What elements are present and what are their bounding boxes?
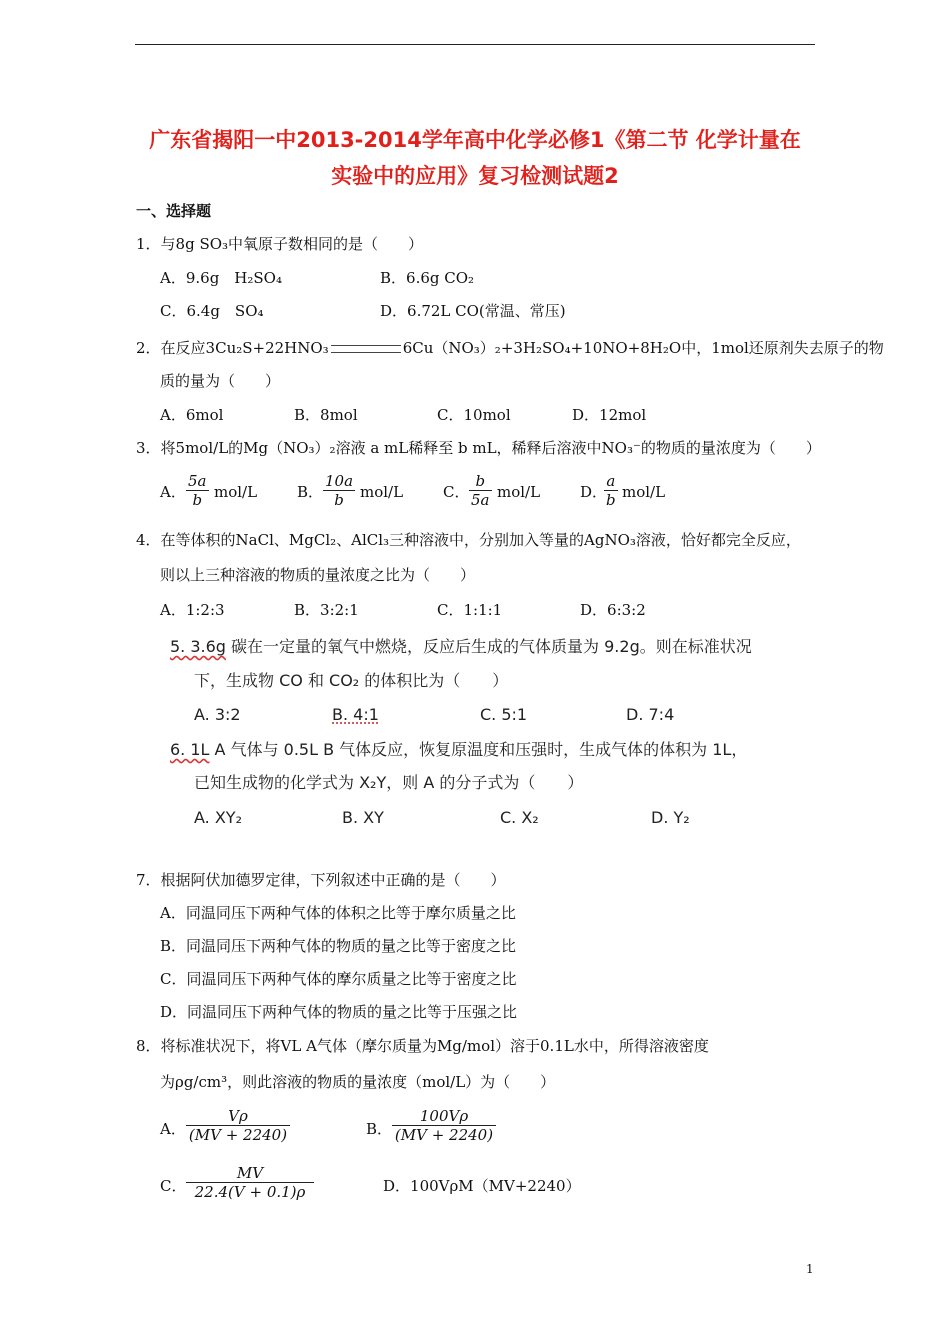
q3-option-c-unit: mol/L: [497, 483, 541, 501]
q4-option-d: D．6:3:2: [580, 601, 646, 619]
q8-option-d: D．100VρM（MV+2240）: [383, 1177, 581, 1195]
q3-option-c-fraction: [469, 472, 492, 509]
q2-stem-part-a: 2．在反应3Cu₂S+22HNO₃: [136, 339, 329, 357]
q6-option-a: A. XY₂: [194, 808, 242, 827]
denominator: (MV + 2240): [392, 1125, 496, 1144]
q7-option-c: C．同温同压下两种气体的摩尔质量之比等于密度之比: [160, 970, 517, 988]
q4-stem-line-2: 则以上三种溶液的物质的量浓度之比为（ ）: [160, 566, 476, 584]
q6-stem: [170, 740, 747, 760]
q8-option-c-fraction: [186, 1164, 314, 1201]
q1-option-b: B．6.6g CO₂: [380, 269, 475, 287]
numerator: b: [475, 472, 486, 490]
denominator: b: [323, 490, 355, 509]
q3-option-d-unit: mol/L: [622, 483, 666, 501]
q3-option-d-label: D．: [580, 483, 608, 501]
q1-option-c: C．6.4g SO₄: [160, 302, 264, 320]
q2-stem: [136, 338, 884, 358]
q1-option-d: D．6.72L CO(常温、常压): [380, 302, 566, 320]
q6-option-c: C. X₂: [500, 808, 539, 827]
q4-option-b: B．3:2:1: [294, 601, 359, 619]
q5-option-a: A. 3:2: [194, 705, 241, 724]
q3-option-c-label: C．: [443, 483, 470, 501]
q6-number: 6. 1L: [170, 740, 210, 759]
q3-option-b-fraction: [323, 472, 355, 509]
equilibrium-sign: [331, 345, 401, 353]
numerator: 5a: [188, 472, 207, 490]
q2-option-d: D．12mol: [572, 406, 647, 424]
q8-stem-line-2: 为ρg/cm³，则此溶液的物质的量浓度（mol/L）为（ ）: [160, 1073, 556, 1091]
q6-stem-line-2: 已知生成物的化学式为 X₂Y，则 A 的分子式为（ ）: [194, 773, 584, 792]
numerator: Vρ: [228, 1107, 248, 1125]
q3-option-a-unit: mol/L: [214, 483, 258, 501]
q6-option-d: D. Y₂: [651, 808, 690, 827]
q7-option-d: D．同温同压下两种气体的物质的量之比等于压强之比: [160, 1003, 518, 1021]
q2-option-c: C．10mol: [437, 406, 511, 424]
q5-option-d: D. 7:4: [626, 705, 675, 724]
q3-option-b-label: B．: [297, 483, 324, 501]
denominator: 22.4(V + 0.1)ρ: [186, 1182, 314, 1201]
q5-stem-text: 碳在一定量的氧气中燃烧，反应后生成的气体质量为 9.2g。则在标准状况: [225, 637, 752, 656]
denominator: b: [186, 490, 209, 509]
q3-option-a-label: A．: [160, 483, 186, 501]
q7-option-b: B．同温同压下两种气体的物质的量之比等于密度之比: [160, 937, 517, 955]
q8-option-c-label: C．: [160, 1177, 187, 1195]
denominator: 5a: [471, 491, 490, 509]
q2-stem-line-2: 质的量为（ ）: [160, 372, 281, 390]
page-number: 1: [806, 1262, 814, 1276]
numerator: a: [606, 472, 616, 490]
q5-stem-line-2: 下，生成物 CO 和 CO₂ 的体积比为（ ）: [194, 671, 509, 690]
q5-option-c: C. 5:1: [480, 705, 528, 724]
header-rule: [135, 44, 815, 45]
q7-option-a: A．同温同压下两种气体的体积之比等于摩尔质量之比: [160, 904, 516, 922]
q8-stem: 8．将标准状况下，将VL A气体（摩尔质量为Mg/mol）溶于0.1L水中，所得溶液密度: [136, 1037, 709, 1055]
denominator: b: [606, 491, 616, 509]
q5-stem: [170, 637, 752, 657]
q3-option-b-unit: mol/L: [360, 483, 404, 501]
q8-option-a-label: A．: [160, 1120, 186, 1138]
q2-option-b: B．8mol: [294, 406, 358, 424]
q8-option-a-fraction: [186, 1107, 290, 1144]
q7-stem: 7．根据阿伏加德罗定律，下列叙述中正确的是（ ）: [136, 871, 506, 889]
q2-option-a: A．6mol: [160, 406, 224, 424]
section-heading: 一、选择题: [136, 202, 212, 220]
numerator: 100Vρ: [419, 1107, 469, 1125]
numerator: 10a: [325, 472, 354, 490]
numerator: MV: [236, 1164, 264, 1182]
q1-option-a: A．9.6g H₂SO₄: [160, 269, 282, 287]
title-line-2: 实验中的应用》复习检测试题2: [331, 164, 619, 188]
q3-stem: 3．将5mol/L的Mg（NO₃）₂溶液 a mL稀释至 b mL，稀释后溶液中NO₃⁻的物质的量浓度为（ ）: [136, 439, 821, 457]
q3-option-a-fraction: [186, 472, 209, 509]
q5-number: 5. 3.6g: [170, 637, 226, 656]
q4-option-a: A．1:2:3: [160, 601, 225, 619]
q3-option-d-fraction: [604, 472, 618, 509]
q8-option-b-fraction: [392, 1107, 496, 1144]
q2-stem-part-b: 6Cu（NO₃）₂+3H₂SO₄+10NO+8H₂O中，1mol还原剂失去原子的物: [402, 339, 884, 357]
q4-stem: 4．在等体积的NaCl、MgCl₂、AlCl₃三种溶液中，分别加入等量的AgNO₃溶液，恰好都完全反应，: [136, 531, 801, 549]
q6-stem-text: A 气体与 0.5L B 气体反应，恢复原温度和压强时，生成气体的体积为 1L，: [209, 740, 748, 759]
q5-option-b: B. 4:1: [332, 705, 379, 724]
q1-stem: 1．与8g SO₃中氧原子数相同的是（ ）: [136, 235, 424, 253]
q6-option-b: B. XY: [342, 808, 384, 827]
denominator: (MV + 2240): [186, 1125, 290, 1144]
title-line-1: 广东省揭阳一中2013-2014学年高中化学必修1《第二节 化学计量在: [149, 128, 801, 152]
q8-option-b-label: B．: [366, 1120, 393, 1138]
q4-option-c: C．1:1:1: [437, 601, 503, 619]
